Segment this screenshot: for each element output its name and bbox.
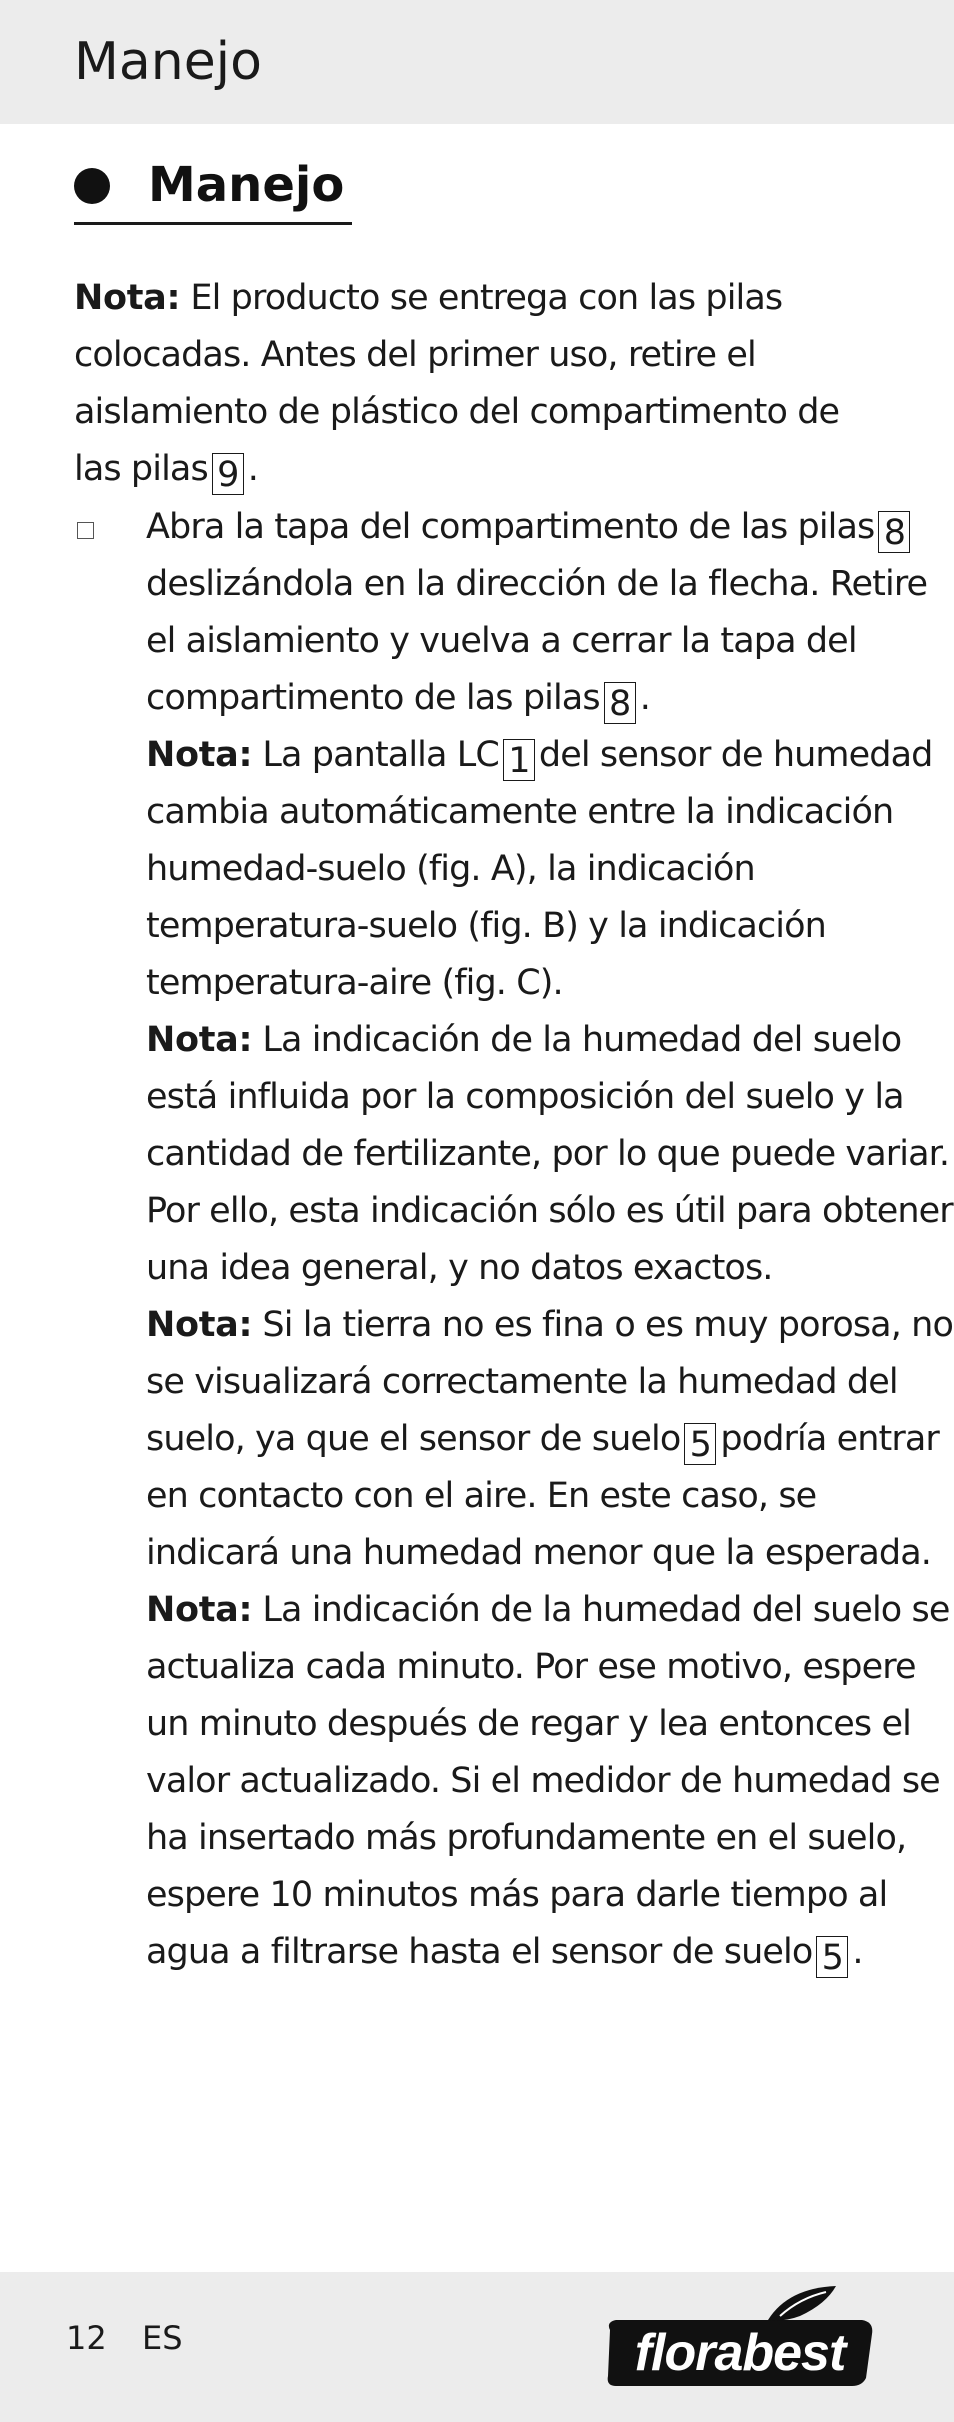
note-end: .	[852, 1932, 863, 1972]
note-label: Nota:	[146, 1590, 253, 1630]
part-reference: 9	[212, 453, 244, 495]
note-label: Nota:	[146, 1020, 253, 1060]
part-reference: 5	[816, 1936, 848, 1978]
note-text: La pantalla LC	[262, 735, 499, 775]
florabest-logo	[600, 2282, 882, 2394]
svg-text:florabest: florabest	[634, 2324, 846, 2382]
note-paragraph	[146, 1582, 954, 1981]
header-title: Manejo	[74, 32, 262, 92]
note-text: podría entrar en contacto con el aire. En este caso, se indicará una humedad menor que la esperada.	[146, 1419, 939, 1573]
part-reference: 8	[878, 511, 910, 553]
step-text: Abra la tapa del compartimento de las pilas	[146, 507, 875, 547]
note-text: del sensor de humedad cambia automáticamente entre la indicación humedad-suelo (fig. A), la indicación temperatura-suelo (fig. B) y la indicación temperatura-aire (fig. C).	[146, 735, 933, 1003]
page-number: 12	[66, 2319, 107, 2357]
note-label: Nota:	[146, 735, 253, 775]
note-paragraph	[146, 1012, 954, 1297]
note-paragraph	[146, 1297, 954, 1582]
section-heading	[74, 152, 352, 225]
section-title: Manejo	[148, 157, 345, 213]
note-text: La indicación de la humedad del suelo se actualiza cada minuto. Por ese motivo, espere un minuto después de regar y lea entonces el valor actualizado. Si el medidor de humedad se ha insertado más profundamente en el suelo, espere 10 minutos más para darle tiempo al agua a filtrarse hasta el sensor de suelo	[146, 1590, 950, 1972]
language-code: ES	[142, 2319, 183, 2357]
step-end: .	[639, 678, 650, 718]
part-reference: 1	[503, 739, 535, 781]
step-body	[146, 499, 954, 1981]
note-text: La indicación de la humedad del suelo está influida por la composición del suelo y la cantidad de fertilizante, por lo que puede variar. Por ello, esta indicación sólo es útil para obtener una idea general, y no datos exactos.	[146, 1020, 953, 1288]
intro-end: .	[247, 449, 259, 489]
intro-note	[74, 270, 894, 498]
note-label: Nota:	[74, 278, 181, 318]
checkbox-icon	[77, 522, 94, 539]
part-reference: 8	[604, 682, 636, 724]
part-reference: 5	[684, 1423, 716, 1465]
intro-text: El producto se entrega con las pilas colocadas. Antes del primer uso, retire el aislamiento de plástico del compartimento de las pilas	[74, 278, 840, 489]
note-label: Nota:	[146, 1305, 253, 1345]
note-paragraph	[146, 727, 954, 1012]
page-header	[0, 0, 954, 124]
step-text: deslizándola en la dirección de la flecha. Retire el aislamiento y vuelva a cerrar la tapa del compartimento de las pilas	[146, 564, 928, 718]
note-text: Si la tierra no es fina o es muy porosa, no se visualizará correctamente la humedad del suelo, ya que el sensor de suelo	[146, 1305, 953, 1459]
bullet-dot-icon	[74, 168, 110, 204]
